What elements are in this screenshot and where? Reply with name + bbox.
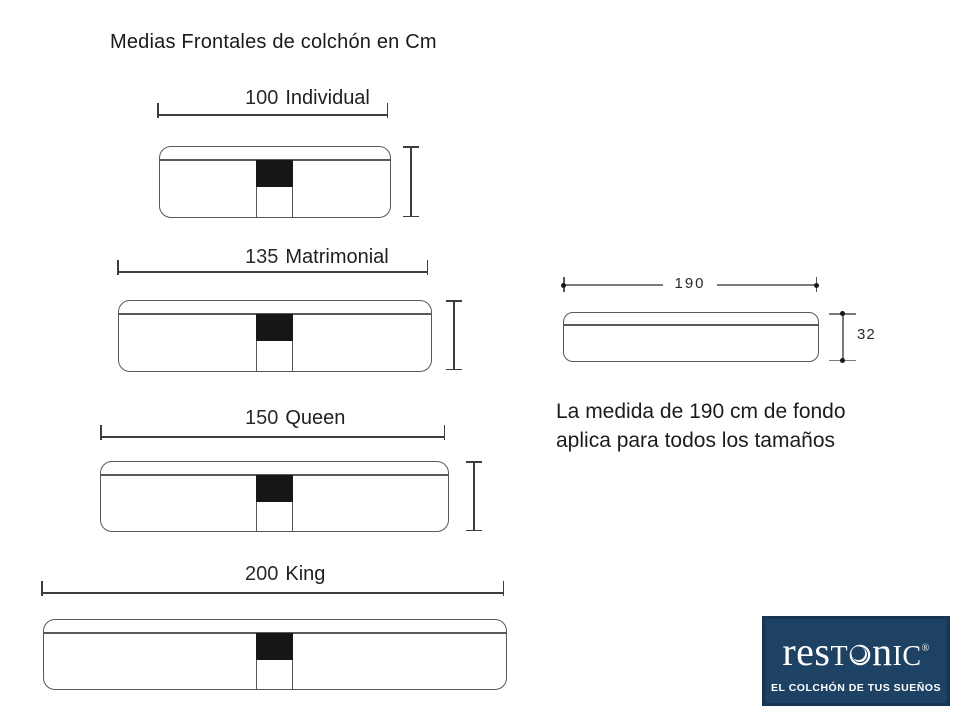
height-dimension-line bbox=[403, 146, 419, 217]
dimension-tick bbox=[387, 103, 389, 118]
width-dimension-line bbox=[117, 271, 428, 273]
dimension-tick bbox=[444, 425, 446, 440]
label-tag-light bbox=[256, 502, 293, 532]
dimension-stem bbox=[473, 461, 475, 531]
label-tag-dark bbox=[256, 314, 293, 341]
crescent-moon-icon bbox=[848, 644, 872, 666]
label-tag-light bbox=[256, 341, 293, 372]
mattress-front-view bbox=[100, 461, 449, 532]
dimension-stem bbox=[410, 146, 412, 217]
height-dimension-line bbox=[466, 461, 482, 531]
dimension-tick bbox=[117, 260, 119, 275]
label-tag-dark bbox=[256, 633, 293, 660]
size-width-value: 150 bbox=[245, 407, 279, 429]
dimension-dot bbox=[840, 311, 845, 316]
dimension-cap bbox=[466, 530, 482, 532]
size-name: King bbox=[285, 563, 326, 585]
label-tag-dark bbox=[256, 160, 293, 187]
pillow-top-line bbox=[563, 324, 819, 326]
dimension-stem bbox=[453, 300, 455, 370]
dimension-tick bbox=[41, 581, 43, 596]
size-name: Matrimonial bbox=[285, 246, 389, 268]
width-dimension-line bbox=[157, 114, 388, 116]
label-tag-dark bbox=[256, 475, 293, 502]
brand-letters: n bbox=[872, 629, 893, 674]
size-name: Individual bbox=[285, 87, 370, 109]
mattress-front-view bbox=[159, 146, 391, 218]
brand-tagline: EL COLCHÓN DE TUS SUEÑOS bbox=[771, 682, 941, 694]
mattress-front-view bbox=[118, 300, 432, 372]
size-name: Queen bbox=[285, 407, 346, 429]
size-width-value: 100 bbox=[245, 87, 279, 109]
dimension-tick bbox=[503, 581, 505, 596]
height-dimension-line bbox=[446, 300, 462, 370]
registered-mark: ® bbox=[921, 643, 930, 654]
width-dimension-line bbox=[100, 436, 445, 438]
dimension-dot bbox=[840, 358, 845, 363]
mattress-side-view bbox=[563, 312, 819, 362]
size-label-individual bbox=[245, 87, 370, 110]
depth-value: 190 bbox=[674, 275, 706, 292]
brand-letters: T bbox=[830, 641, 849, 672]
size-label-matrimonial bbox=[245, 246, 389, 269]
height-value: 32 bbox=[857, 326, 876, 343]
size-width-value: 200 bbox=[245, 563, 279, 585]
dimension-tick bbox=[427, 260, 429, 275]
label-tag-light bbox=[256, 660, 293, 690]
dimension-stem bbox=[842, 313, 844, 361]
dimension-cap bbox=[403, 216, 419, 218]
size-label-king bbox=[245, 563, 325, 586]
depth-note-line1: La medida de 190 cm de fondo bbox=[556, 400, 846, 423]
dimension-tick bbox=[100, 425, 102, 440]
brand-letters: res bbox=[782, 629, 831, 674]
dimension-tick bbox=[157, 103, 159, 118]
size-label-queen bbox=[245, 407, 345, 430]
dimension-cap bbox=[446, 369, 462, 371]
depth-note-line2: aplica para todos los tamaños bbox=[556, 429, 835, 452]
page-title: Medias Frontales de colchón en Cm bbox=[110, 31, 437, 53]
restonic-logo bbox=[762, 616, 950, 706]
height-dimension-line-side bbox=[829, 313, 856, 361]
label-tag-light bbox=[256, 187, 293, 218]
depth-note bbox=[556, 397, 846, 455]
depth-dimension-line bbox=[563, 274, 817, 296]
size-width-value: 135 bbox=[245, 246, 279, 268]
width-dimension-line bbox=[41, 592, 504, 594]
brand-letters: IC bbox=[892, 641, 922, 672]
brand-wordmark bbox=[782, 628, 929, 675]
mattress-front-view bbox=[43, 619, 507, 690]
